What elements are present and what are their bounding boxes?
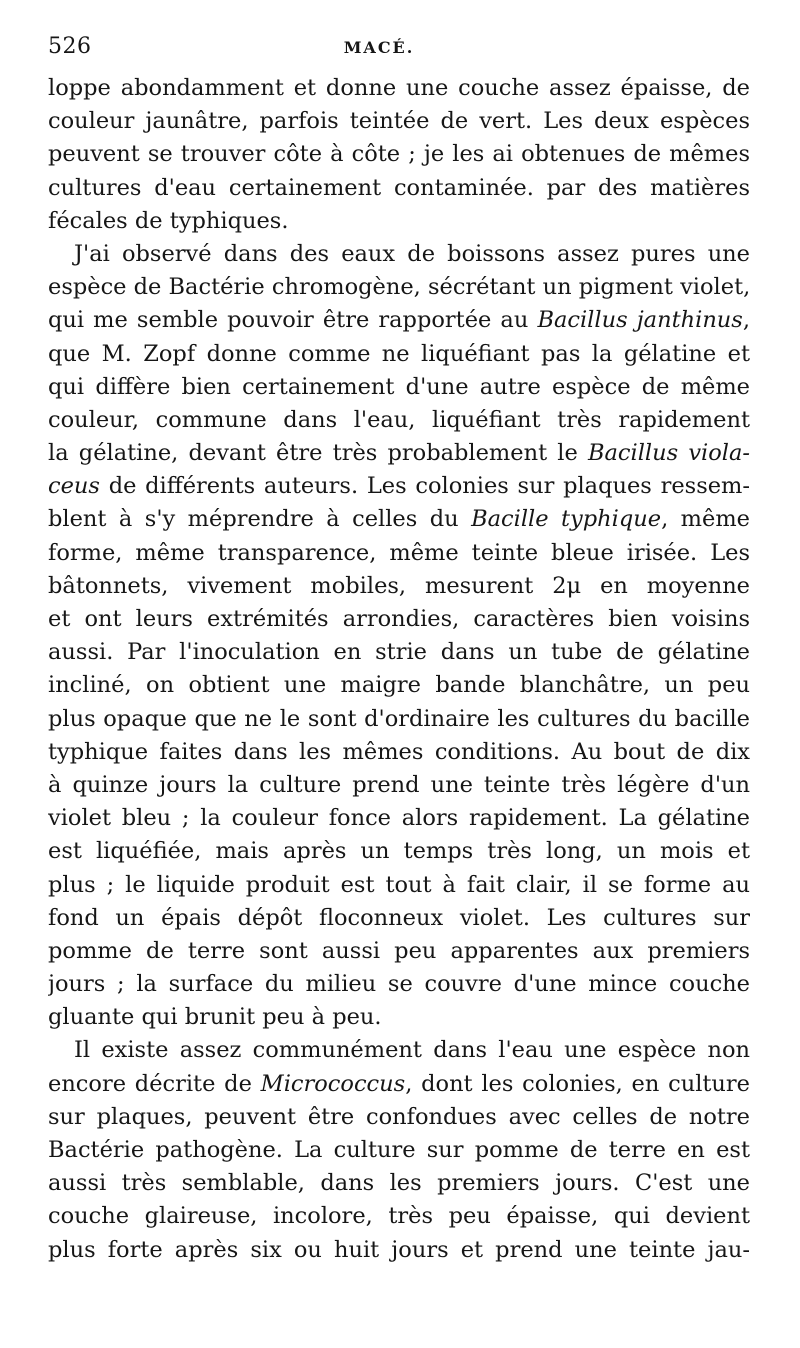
text-line: à quinze jours la culture prend une teinte très légère d'un bbox=[48, 771, 750, 798]
text-line: fond un épais dépôt floconneux violet. Les cultures sur bbox=[48, 904, 750, 931]
running-head: MACÉ. bbox=[343, 38, 415, 57]
text-line: gluante qui brunit peu à peu. bbox=[48, 1004, 382, 1031]
text-line bbox=[48, 437, 750, 470]
text-segment: , bbox=[742, 307, 750, 334]
page-number: 526 bbox=[48, 34, 92, 59]
text-line: aussi. Par l'inoculation en strie dans un tube de gélatine bbox=[48, 639, 750, 666]
text-line: Il existe assez communément dans l'eau une espèce non bbox=[74, 1037, 750, 1064]
text-segment: , même bbox=[661, 506, 750, 533]
text-segment: blent à s'y méprendre à celles du bbox=[48, 506, 472, 533]
text-line: couleur, commune dans l'eau, liquéfiant très rapidement bbox=[48, 406, 750, 433]
text-line: peuvent se trouver côte à côte ; je les ai obtenues de mêmes bbox=[48, 141, 750, 168]
text-segment: , dont les colonies, en culture bbox=[405, 1070, 750, 1097]
text-line: couche glaireuse, incolore, très peu épaisse, qui devient bbox=[48, 1203, 750, 1230]
text-segment: qui me semble pouvoir être rapportée au bbox=[48, 307, 538, 334]
text-line bbox=[48, 503, 750, 536]
text-line: bâtonnets, vivement mobiles, mesurent 2μ en moyenne bbox=[48, 572, 750, 599]
text-line: loppe abondamment et donne une couche assez épaisse, de bbox=[48, 75, 750, 101]
text-line: et ont leurs extrémités arrondies, caractères bien voisins bbox=[48, 606, 750, 632]
text-line bbox=[48, 1068, 750, 1101]
text-line: espèce de Bactérie chromogène, sécrétant un pigment violet, bbox=[48, 274, 750, 301]
body-text bbox=[48, 72, 750, 1267]
text-line: est liquéfiée, mais après un temps très long, un mois et bbox=[48, 838, 750, 865]
italic-term: ceus bbox=[48, 473, 100, 500]
text-line bbox=[48, 304, 750, 337]
text-line: pomme de terre sont aussi peu apparentes aux premiers bbox=[48, 937, 750, 964]
text-line: sur plaques, peuvent être confondues avec celles de notre bbox=[48, 1103, 750, 1130]
text-line: qui diffère bien certainement d'une autre espèce de même bbox=[48, 373, 750, 400]
text-line: couleur jaunâtre, parfois teintée de vert. Les deux espèces bbox=[48, 108, 750, 135]
text-line bbox=[48, 470, 750, 503]
text-line: cultures d'eau certainement contaminée. par des matières bbox=[48, 174, 750, 201]
italic-term: Bacillus viola- bbox=[587, 440, 750, 467]
text-line: violet bleu ; la couleur fonce alors rapidement. La gélatine bbox=[48, 805, 750, 832]
italic-term: Bacille typhique bbox=[471, 506, 662, 533]
text-line: plus opaque que ne le sont d'ordinaire les cultures du bacille bbox=[48, 705, 750, 732]
italic-term: Bacillus janthinus bbox=[537, 307, 743, 334]
page-header bbox=[48, 34, 750, 70]
text-line: plus forte après six ou huit jours et prend une teinte jau- bbox=[48, 1236, 750, 1263]
text-line: forme, même transparence, même teinte bleue irisée. Les bbox=[48, 539, 750, 566]
text-segment: la gélatine, devant être très probablement le bbox=[48, 440, 588, 467]
text-segment: encore décrite de bbox=[48, 1070, 261, 1097]
text-line: Bactérie pathogène. La culture sur pomme de terre en est bbox=[48, 1137, 750, 1163]
text-line: incliné, on obtient une maigre bande blanchâtre, un peu bbox=[48, 672, 750, 699]
text-line: aussi très semblable, dans les premiers jours. C'est une bbox=[48, 1170, 750, 1197]
italic-term: Micrococcus bbox=[260, 1070, 406, 1097]
text-line: plus ; le liquide produit est tout à fait clair, il se forme au bbox=[48, 871, 750, 898]
text-segment: de différents auteurs. Les colonies sur plaques ressem- bbox=[99, 473, 750, 500]
text-line: typhique faites dans les mêmes conditions. Au bout de dix bbox=[48, 738, 750, 765]
text-line: fécales de typhiques. bbox=[48, 207, 289, 234]
text-line: que M. Zopf donne comme ne liquéfiant pas la gélatine et bbox=[48, 340, 750, 367]
text-line: jours ; la surface du milieu se couvre d'une mince couche bbox=[48, 971, 750, 998]
text-line: J'ai observé dans des eaux de boissons assez pures une bbox=[74, 240, 750, 267]
